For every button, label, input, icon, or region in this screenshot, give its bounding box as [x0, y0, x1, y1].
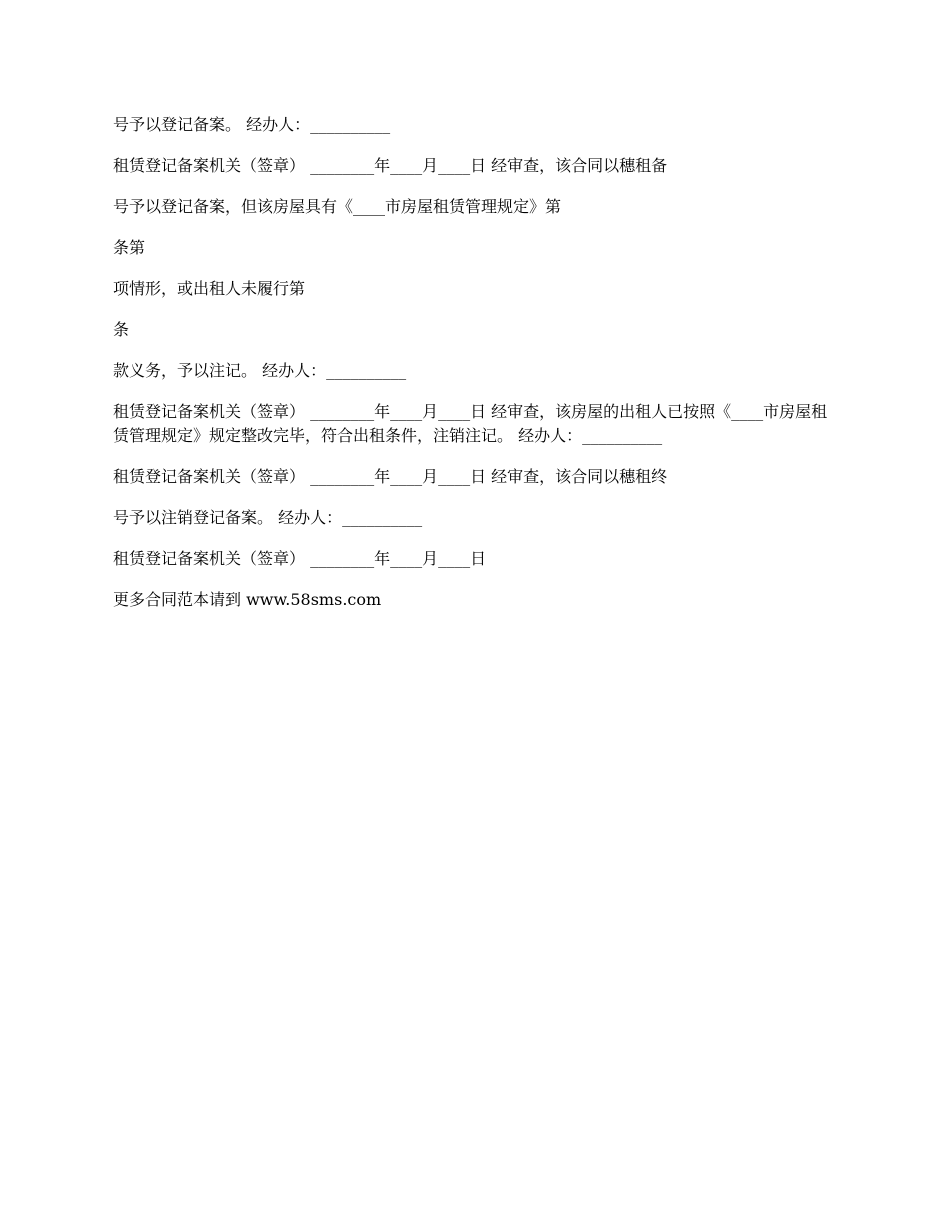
paragraph-registration-signature: 租赁登记备案机关（签章） ________年____月____日 经审查，该合同以穗租备	[113, 156, 668, 175]
document-body	[113, 113, 837, 629]
paragraph-final-signature: 租赁登记备案机关（签章） ________年____月____日	[113, 549, 487, 568]
paragraph-article-ref: 条	[113, 320, 130, 339]
paragraph-cancel-annotation: 租赁登记备案机关（签章） ________年____月____日 经审查，该房屋的出租人已按照《____市房屋租赁管理规定》规定整改完毕，符合出租条件，注销注记。 经办人：__________	[113, 402, 828, 445]
paragraph-clause-ref: 条第	[113, 238, 146, 257]
paragraph-more-templates-link: 更多合同范本请到 www.58sms.com	[113, 590, 382, 609]
paragraph-deregistration-note: 号予以注销登记备案。 经办人：__________	[113, 508, 423, 527]
paragraph-termination-signature: 租赁登记备案机关（签章） ________年____月____日 经审查，该合同以穗租终	[113, 467, 668, 486]
paragraph-registration-condition: 号予以登记备案，但该房屋具有《____市房屋租赁管理规定》第	[113, 197, 562, 216]
paragraph-item-ref: 项情形，或出租人未履行第	[113, 279, 306, 298]
paragraph-registration-note: 号予以登记备案。 经办人：__________	[113, 115, 391, 134]
paragraph-annotation-note: 款义务，予以注记。 经办人：__________	[113, 361, 407, 380]
